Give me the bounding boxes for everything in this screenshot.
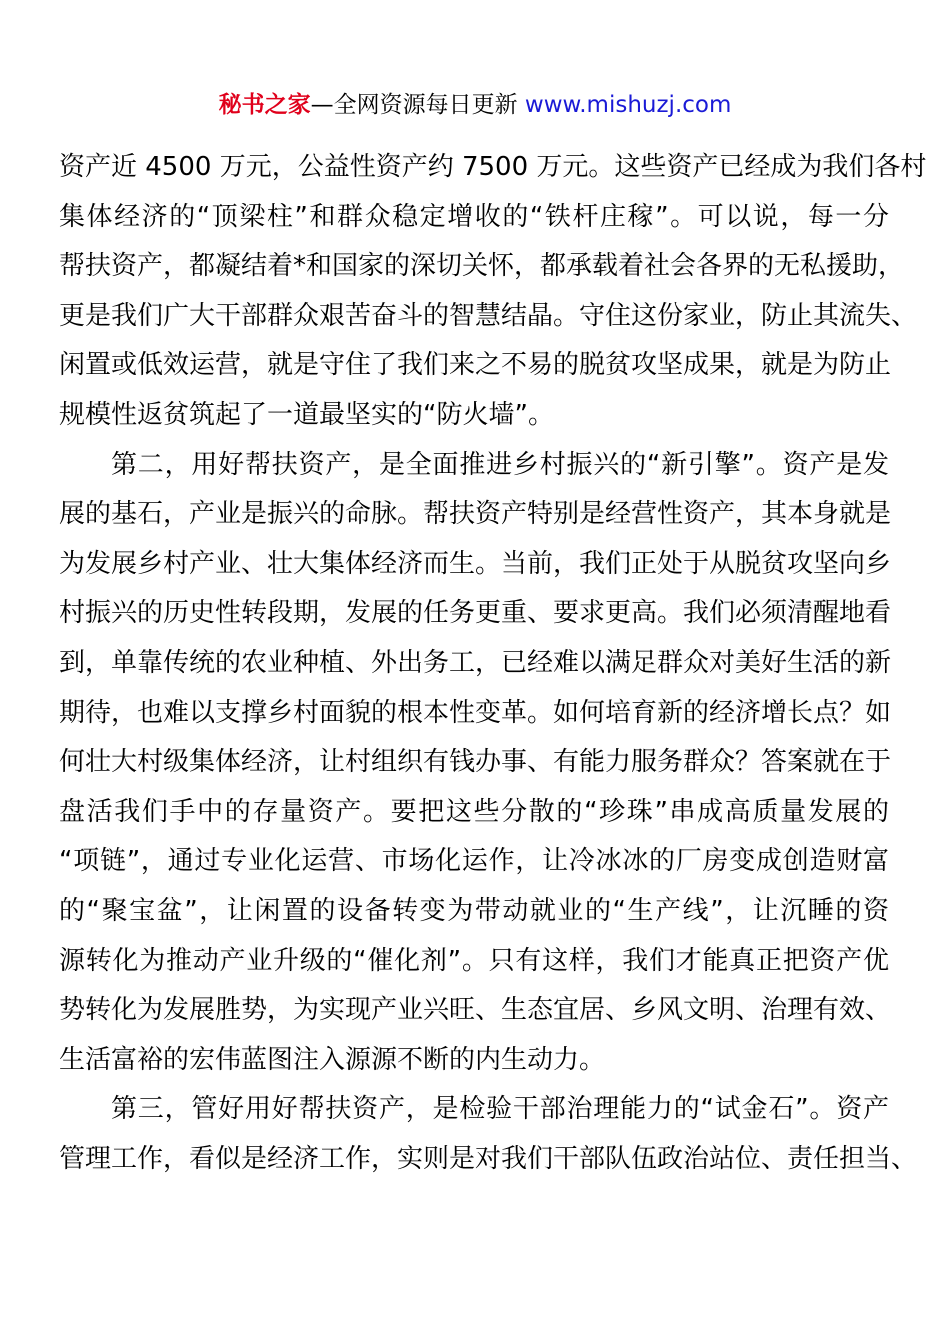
site-header <box>0 88 950 122</box>
text-line: 的“聚宝盆”，让闲置的设备转变为带动就业的“生产线”，让沉睡的资 <box>59 895 889 926</box>
site-brand: 秘书之家 <box>218 92 311 118</box>
text-line: 期待，也难以支撑乡村面貌的根本性变革。如何培育新的经济增长点？如 <box>59 697 892 728</box>
text-line: 规模性返贫筑起了一道最坚实的“防火墙”。 <box>59 399 554 430</box>
text-line: 源转化为推动产业升级的“催化剂”。只有这样，我们才能真正把资产优 <box>59 945 889 976</box>
text-line: 村振兴的历史性转段期，发展的任务更重、要求更高。我们必须清醒地看 <box>59 598 892 629</box>
site-tagline: —全网资源每日更新 <box>310 92 525 118</box>
paragraph-start-line: 第三，管好用好帮扶资产，是检验干部治理能力的“试金石”。资产 <box>111 1094 889 1125</box>
text-line: 管理工作，看似是经济工作，实则是对我们干部队伍政治站位、责任担当、 <box>59 1143 918 1174</box>
text-line: 为发展乡村产业、壮大集体经济而生。当前，我们正处于从脱贫攻坚向乡 <box>59 548 892 579</box>
text-line: 何壮大村级集体经济，让村组织有钱办事、有能力服务群众？答案就在于 <box>59 747 892 778</box>
text-line: 展的基石，产业是振兴的命脉。帮扶资产特别是经营性资产，其本身就是 <box>59 499 892 530</box>
text-line: 生活富裕的宏伟蓝图注入源源不断的内生动力。 <box>59 1044 606 1075</box>
document-body <box>59 143 927 1184</box>
paragraph-start-line: 第二，用好帮扶资产，是全面推进乡村振兴的“新引擎”。资产是发 <box>111 449 889 480</box>
text-line: 更是我们广大干部群众艰苦奋斗的智慧结晶。守住这份家业，防止其流失、 <box>59 300 918 331</box>
site-url-link[interactable]: www.mishuzj.com <box>524 92 732 118</box>
text-line: 闲置或低效运营，就是守住了我们来之不易的脱贫攻坚成果，就是为防止 <box>59 350 892 381</box>
text-line: 势转化为发展胜势，为实现产业兴旺、生态宜居、乡风文明、治理有效、 <box>59 995 892 1026</box>
text-line: 帮扶资产，都凝结着*和国家的深切关怀，都承载着社会各界的无私援助， <box>59 251 905 282</box>
text-line: “项链”，通过专业化运营、市场化运作，让冷冰冰的厂房变成创造财富 <box>59 846 889 877</box>
text-line: 资产近 4500 万元，公益性资产约 7500 万元。这些资产已经成为我们各村 <box>59 152 927 182</box>
text-line: 盘活我们手中的存量资产。要把这些分散的“珍珠”串成高质量发展的 <box>59 796 889 827</box>
text-line: 集体经济的“顶梁柱”和群众稳定增收的“铁杆庄稼”。可以说，每一分 <box>59 201 889 232</box>
text-line: 到，单靠传统的农业种植、外出务工，已经难以满足群众对美好生活的新 <box>59 647 892 678</box>
